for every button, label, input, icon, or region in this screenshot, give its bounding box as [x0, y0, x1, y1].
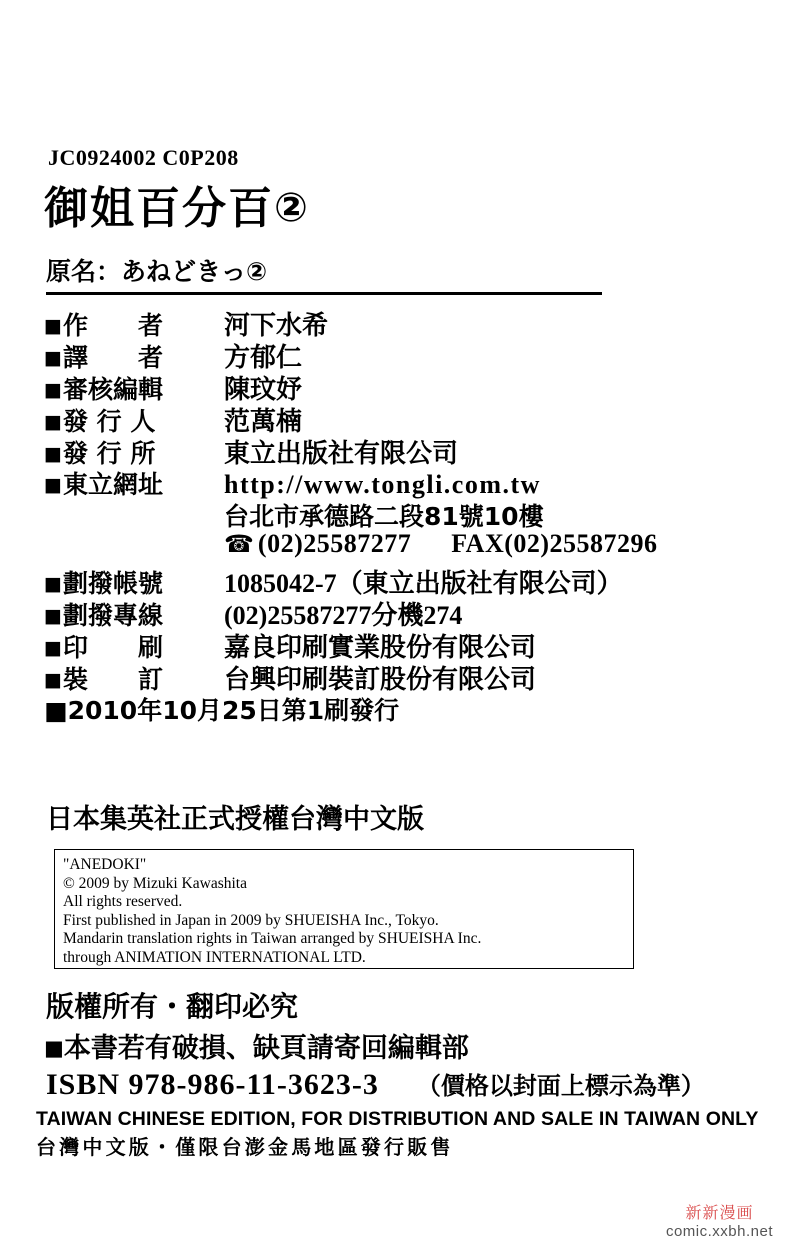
credit-label: ■審核編輯 — [44, 375, 163, 404]
isbn-row — [46, 1066, 746, 1102]
credit-value: 台興印刷裝訂股份有限公司 — [224, 665, 537, 695]
credit-row — [44, 659, 744, 695]
credit-label: ■東立網址 — [44, 470, 163, 499]
credit-label: ■劃撥專線 — [44, 601, 163, 630]
credit-label: ■作 者 — [44, 311, 163, 340]
title-text: 御姐百分百 — [44, 183, 274, 234]
copyright-line: "ANEDOKI" — [63, 856, 147, 873]
page-title — [44, 183, 310, 234]
copyright-line: First published in Japan in 2009 by SHUEISHA Inc., Tokyo. — [63, 911, 439, 929]
address-row — [44, 497, 744, 529]
credit-label: ■印 刷 — [44, 633, 163, 662]
copyright-line: Mandarin translation rights in Taiwan arranged by SHUEISHA Inc. — [63, 930, 482, 947]
watermark-en: comic.xxbh.net — [665, 1222, 773, 1240]
isbn-value: ISBN 978-986-11-3623-3 — [46, 1068, 379, 1101]
credit-value: 陳玟妤 — [224, 375, 303, 405]
credit-value: 范萬楠 — [224, 407, 303, 437]
credit-label: ■發 行 所 — [44, 439, 156, 468]
credit-value: 1085042-7（東立出版社有限公司） — [224, 569, 623, 598]
credit-label: ■譯 者 — [44, 343, 163, 372]
distribution-notice-zh: 台灣中文版・僅限台澎金馬地區發行販售 — [36, 1135, 454, 1159]
credit-row — [44, 401, 744, 437]
watermark-zh: 新新漫画 — [685, 1203, 754, 1223]
credit-label: ■劃撥帳號 — [44, 569, 163, 598]
credit-row — [44, 433, 744, 469]
credit-row — [44, 369, 744, 405]
license-heading: 日本集英社正式授權台灣中文版 — [46, 804, 424, 835]
credit-value: 東立出版社有限公司 — [224, 439, 459, 469]
address-value: 台北市承德路二段81號10樓 — [224, 502, 544, 531]
credits-block — [44, 305, 744, 723]
original-title: 原名：あねどきっ② — [46, 257, 268, 286]
credit-label: ■裝 訂 — [44, 665, 163, 694]
fax-number: FAX(02)25587296 — [451, 529, 658, 558]
credit-row-website — [44, 465, 744, 497]
credit-row — [44, 337, 744, 373]
credit-value: (02)25587277分機274 — [224, 601, 463, 630]
copyright-box — [54, 849, 634, 969]
credit-row — [44, 305, 744, 341]
credit-value: 嘉良印刷實業股份有限公司 — [224, 633, 537, 663]
divider-rule — [46, 292, 602, 295]
damaged-book-notice: ■本書若有破損、缺頁請寄回編輯部 — [44, 1033, 469, 1064]
rights-notice: 版權所有・翻印必究 — [46, 990, 299, 1023]
copyright-line: All rights reserved. — [63, 893, 183, 910]
website-url[interactable]: http://www.tongli.com.tw — [224, 470, 541, 499]
telephone-number: (02)25587277 — [257, 529, 412, 558]
phone-row — [224, 529, 744, 563]
distribution-notice-en: TAIWAN CHINESE EDITION, FOR DISTRIBUTION AND SALE IN TAIWAN ONLY — [36, 1108, 759, 1130]
catalog-code: JC0924002 C0P208 — [48, 145, 239, 170]
credit-row — [44, 563, 744, 598]
copyright-line: © 2009 by Mizuki Kawashita — [63, 874, 247, 892]
telephone-icon: ☎ — [224, 532, 254, 558]
watermark — [666, 1204, 773, 1240]
credit-row — [44, 595, 744, 630]
copyright-line: through ANIMATION INTERNATIONAL LTD. — [63, 948, 366, 966]
publish-date: ■2010年10月25日第1刷發行 — [44, 696, 400, 725]
credit-label: ■發 行 人 — [44, 407, 156, 436]
volume-number: ② — [274, 185, 310, 231]
publish-date-row — [44, 691, 744, 723]
price-note: （價格以封面上標示為準） — [416, 1072, 705, 1100]
credit-value: 河下水希 — [224, 311, 329, 341]
credit-row — [44, 627, 744, 663]
credit-value: 方郁仁 — [224, 343, 303, 373]
